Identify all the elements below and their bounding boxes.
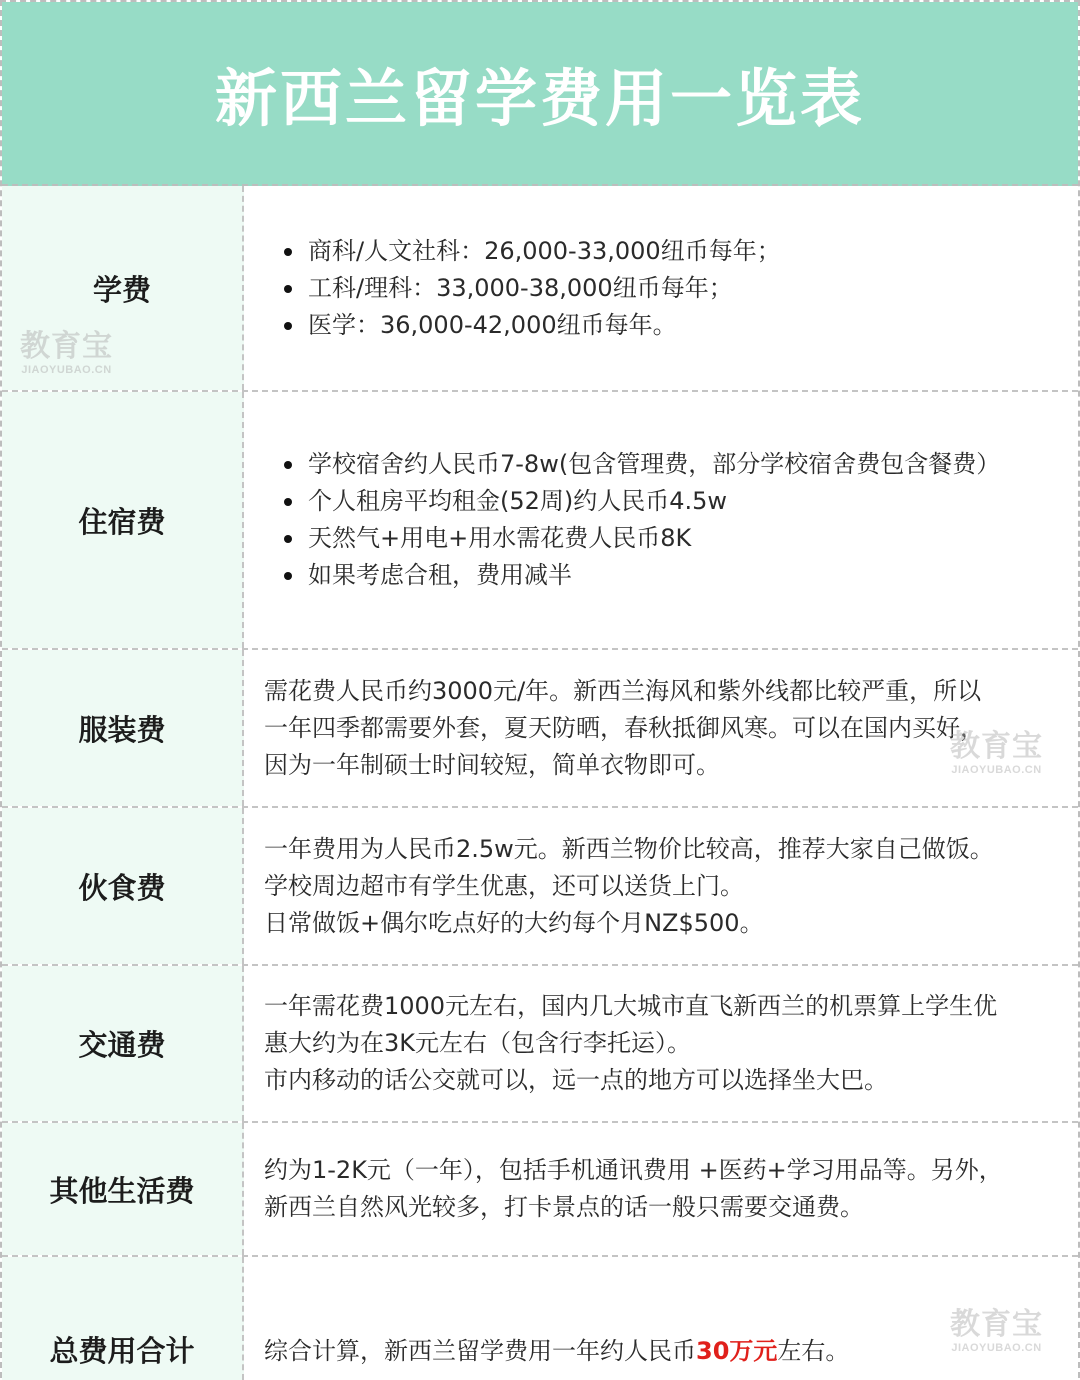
watermark-url: JIAOYUBAO.CN <box>951 1342 1042 1354</box>
row-content-tuition <box>244 186 1078 390</box>
row-clothes <box>2 650 1078 808</box>
total-suffix: 左右。 <box>777 1337 850 1365</box>
row-total <box>2 1257 1078 1380</box>
watermark-url: JIAOYUBAO.CN <box>951 764 1042 776</box>
row-label-total: 总费用合计 <box>2 1257 244 1380</box>
row-other <box>2 1123 1078 1257</box>
total-sentence <box>264 1333 1060 1370</box>
text-line: 日常做饭+偶尔吃点好的大约每个月NZ$500。 <box>264 908 764 937</box>
row-label-clothes: 服装费 <box>2 650 244 806</box>
text-line: 因为一年制硕士时间较短，简单衣物即可。 <box>264 750 720 779</box>
row-label-tuition: 学费 <box>2 186 244 390</box>
total-highlight: 30万元 <box>696 1337 778 1365</box>
total-prefix: 综合计算，新西兰留学费用一年约人民币 <box>264 1337 696 1365</box>
text-line: 学校周边超市有学生优惠，还可以送货上门。 <box>264 871 744 900</box>
page-title: 新西兰留学费用一览表 <box>214 61 865 135</box>
list-item: 如果考虑合租，费用减半 <box>308 557 1060 594</box>
list-item: 天然气+用电+用水需花费人民币8K <box>308 520 1060 557</box>
row-content-total <box>244 1257 1078 1380</box>
list-item: 个人租房平均租金(52周)约人民币4.5w <box>308 483 1060 520</box>
text-line: 市内移动的话公交就可以，远一点的地方可以选择坐大巴。 <box>264 1066 888 1094</box>
row-transit <box>2 966 1078 1123</box>
bullet-list <box>264 233 1060 344</box>
bullet-list <box>264 446 1060 594</box>
row-label-transit: 交通费 <box>2 966 244 1121</box>
text-line: 惠大约为在3K元左右（包含行李托运）。 <box>264 1029 692 1057</box>
text-line: 一年四季都需要外套，夏天防晒，春秋抵御风寒。可以在国内买好， <box>264 713 984 742</box>
text-line: 需花费人民币约3000元/年。新西兰海风和紫外线都比较严重，所以 <box>264 676 982 705</box>
row-label-housing: 住宿费 <box>2 392 244 648</box>
row-content-transit <box>244 966 1078 1121</box>
row-tuition <box>2 186 1078 392</box>
watermark-url: JIAOYUBAO.CN <box>21 364 112 376</box>
list-item: 学校宿舍约人民币7-8w(包含管理费，部分学校宿舍费包含餐费） <box>308 446 1060 483</box>
row-label-other: 其他生活费 <box>2 1123 244 1255</box>
watermark-text: 教育宝 <box>20 330 113 363</box>
watermark-text: 教育宝 <box>950 730 1043 763</box>
row-label-food: 伙食费 <box>2 808 244 964</box>
table-header <box>2 2 1078 186</box>
list-item: 商科/人文社科：26,000-33,000纽币每年； <box>308 233 1060 270</box>
list-item: 医学：36,000-42,000纽币每年。 <box>308 307 1060 344</box>
text-line: 约为1-2K元（一年），包括手机通讯费用 +医药+学习用品等。另外， <box>264 1156 1003 1184</box>
row-food <box>2 808 1078 966</box>
watermark-text: 教育宝 <box>950 1308 1043 1341</box>
text-line: 一年需花费1000元左右，国内几大城市直飞新西兰的机票算上学生优 <box>264 992 998 1020</box>
list-item: 工科/理科：33,000-38,000纽币每年； <box>308 270 1060 307</box>
row-content-food <box>244 808 1078 964</box>
row-housing <box>2 392 1078 650</box>
text-line: 一年费用为人民币2.5w元。新西兰物价比较高，推荐大家自己做饭。 <box>264 834 994 863</box>
text-line: 新西兰自然风光较多，打卡景点的话一般只需要交通费。 <box>264 1193 864 1221</box>
row-content-other <box>244 1123 1078 1255</box>
row-content-clothes <box>244 650 1078 806</box>
row-content-housing <box>244 392 1078 648</box>
